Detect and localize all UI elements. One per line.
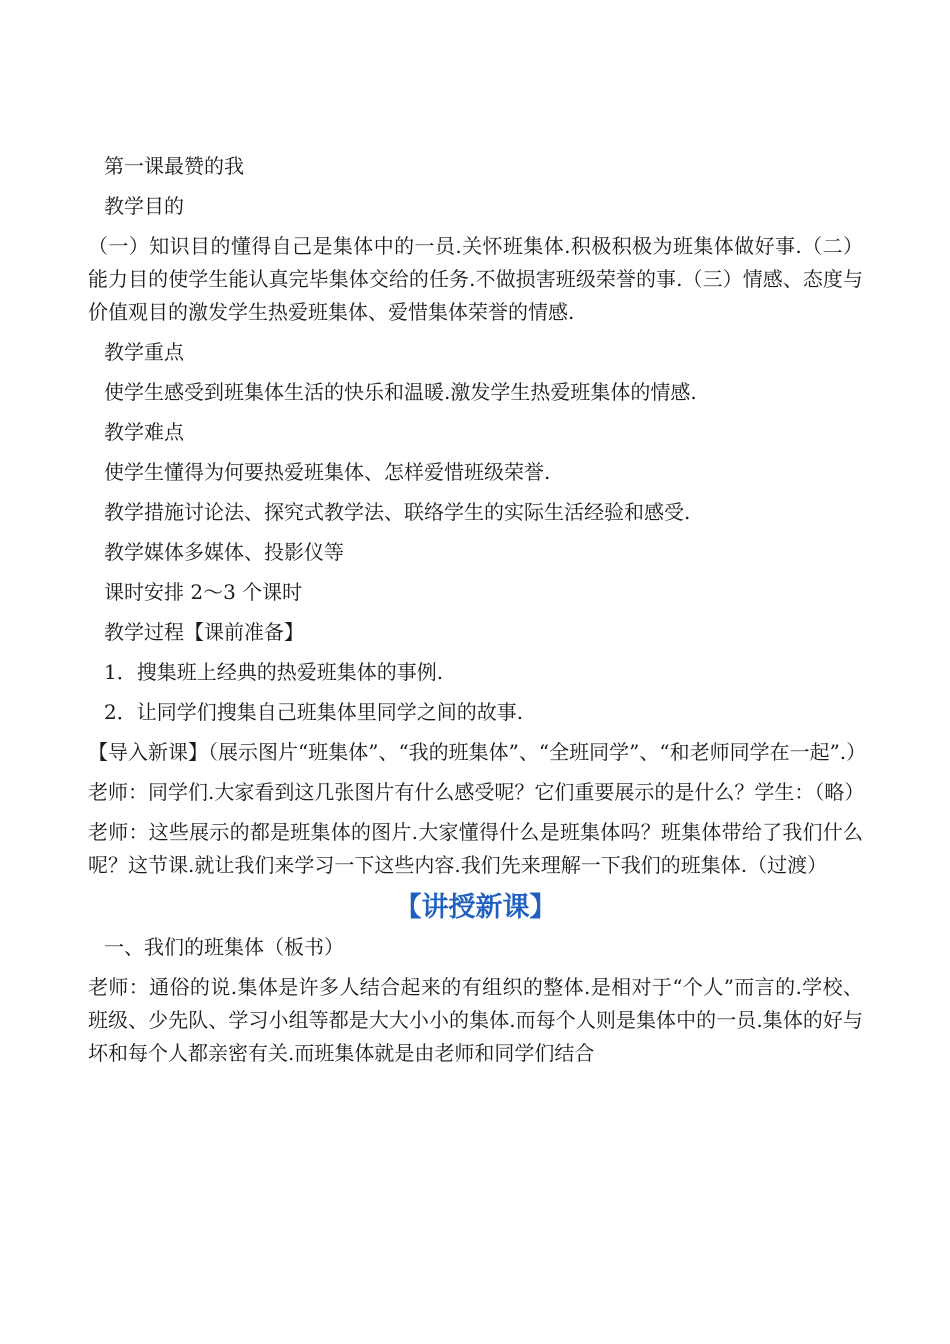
lesson-title: 第一课最赞的我 <box>104 154 244 178</box>
schedule-text: 课时安排 2～3 个课时 <box>104 580 303 604</box>
document-page <box>88 150 867 1077</box>
prep-item-2: 2．让同学们搜集自己班集体里同学之间的故事. <box>104 700 524 724</box>
objectives-heading: 教学目的 <box>104 194 184 218</box>
methods-text: 教学措施讨论法、探究式教学法、联络学生的实际生活经验和感受. <box>104 500 691 524</box>
difficulties-text: 使学生懂得为何要热爱班集体、怎样爱惜班级荣誉. <box>104 460 551 484</box>
prep-item-1: 1．搜集班上经典的热爱班集体的事例. <box>104 660 444 684</box>
objectives-text: （一）知识目的懂得自己是集体中的一员.关怀班集体.积极积极为班集体做好事.（二）能力目的使学生能认真完毕集体交给的任务.不做损害班级荣誉的事.（三）情感、态度与价值观目的激发学生热爱班集体、爱惜集体荣誉的情感. <box>88 234 863 324</box>
teacher-paragraph-1: 老师：同学们.大家看到这几张图片有什么感受呢？它们重要展示的是什么？学生：（略） <box>88 780 865 804</box>
process-heading: 教学过程【课前准备】 <box>104 620 304 644</box>
teacher-paragraph-3: 老师：通俗的说.集体是许多人结合起来的有组织的整体.是相对于“个人”而言的.学校、班级、少先队、学习小组等都是大大小小的集体.而每个人则是集体中的一员.集体的好与坏和每个人都亲密有关.而班集体就是由老师和同学们结合 <box>88 975 863 1065</box>
key-points-heading: 教学重点 <box>104 340 184 364</box>
difficulties-heading: 教学难点 <box>104 420 184 444</box>
key-points-text: 使学生感受到班集体生活的快乐和温暖.激发学生热爱班集体的情感. <box>104 380 697 404</box>
intro-paragraph: 【导入新课】（展示图片“班集体”、“我的班集体”、“全班同学”、“和老师同学在一起”.） <box>88 740 867 764</box>
section-heading: 【讲授新课】 <box>394 892 557 923</box>
media-text: 教学媒体多媒体、投影仪等 <box>104 540 344 564</box>
section-1-title: 一、我们的班集体（板书） <box>104 935 344 959</box>
teacher-paragraph-2: 老师：这些展示的都是班集体的图片.大家懂得什么是班集体吗？班集体带给了我们什么呢？这节课.就让我们来学习一下这些内容.我们先来理解一下我们的班集体.（过渡） <box>88 820 863 877</box>
